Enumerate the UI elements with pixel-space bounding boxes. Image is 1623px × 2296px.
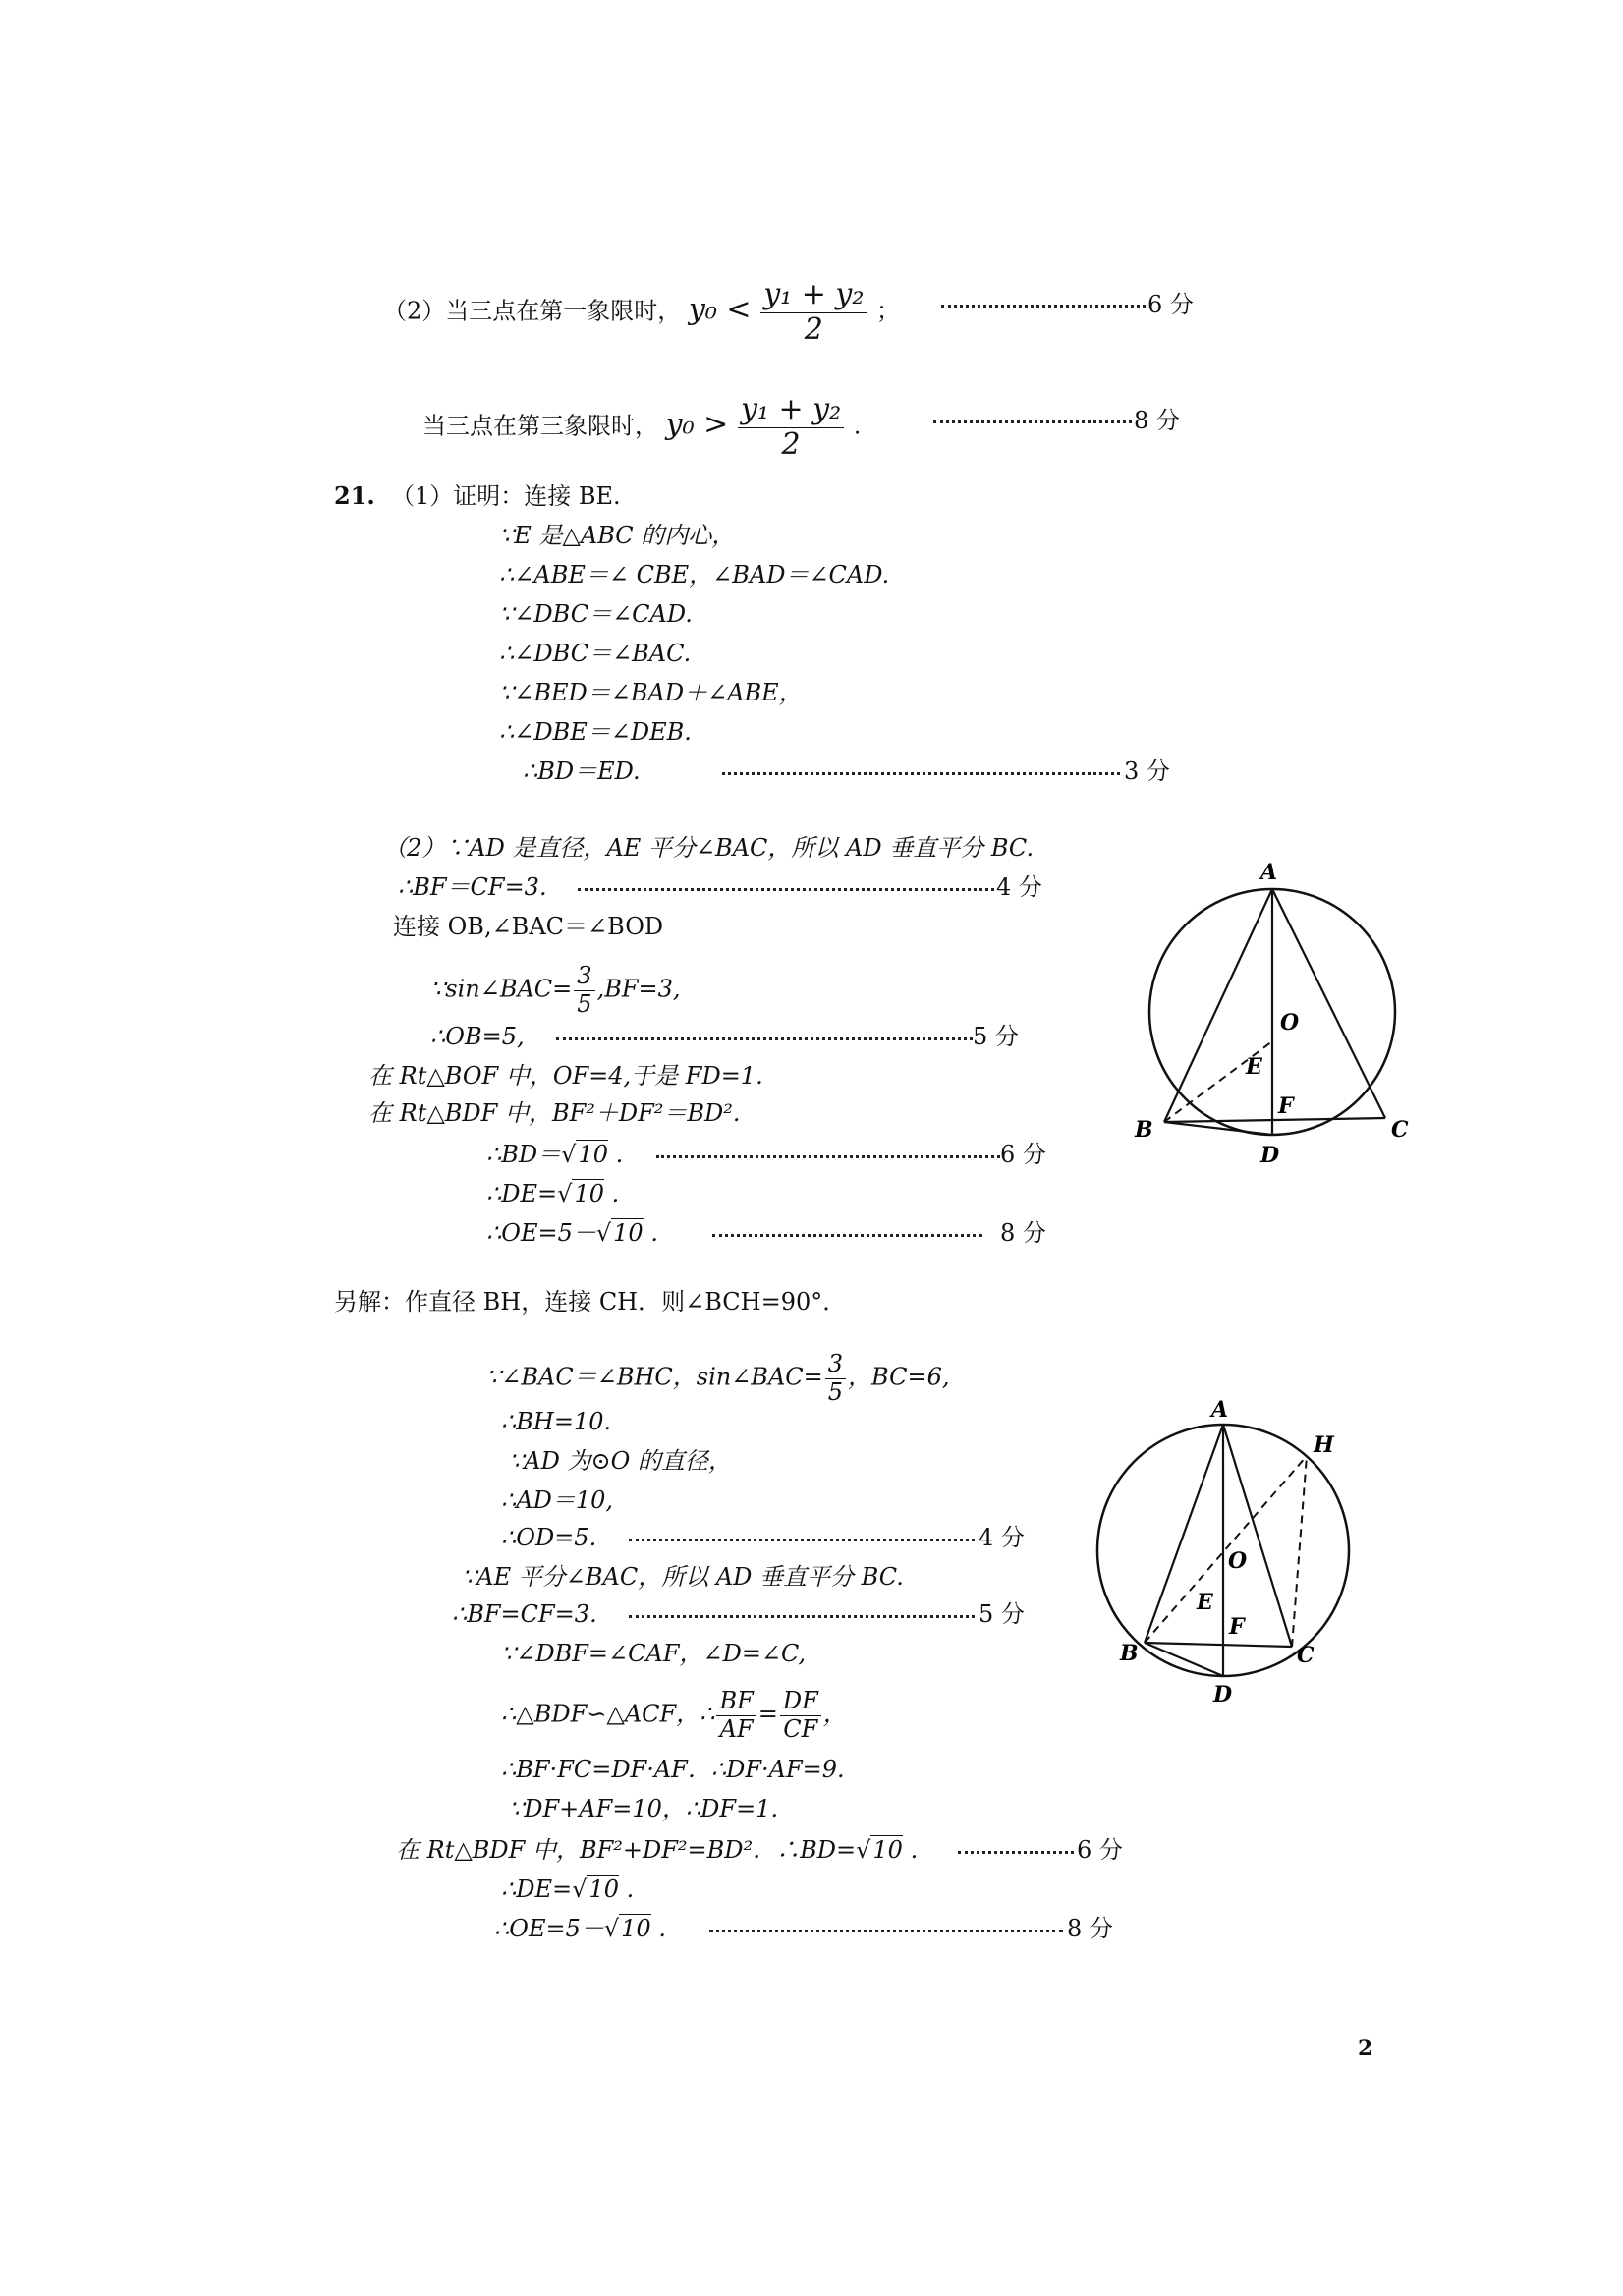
q21-p2-i-pre: ∴DE= — [486, 1180, 558, 1207]
label-e: E — [1246, 1054, 1262, 1080]
alt-line-d: ∵AD 为⊙O 的直径， — [509, 1447, 732, 1475]
dotted-leader — [656, 1155, 1000, 1158]
alt-j-pre: ∴△BDF∽△ACF，∴ — [501, 1700, 715, 1728]
q20-first-quadrant-line — [383, 278, 900, 347]
alt-j-equals: = — [757, 1700, 778, 1728]
alt-j-fraction-2 — [780, 1688, 821, 1743]
label-b: B — [1120, 1641, 1139, 1666]
alt-line-k: ∴BF·FC=DF·AF．∴DF·AF=9. — [501, 1756, 845, 1783]
segment-bd — [1164, 1122, 1272, 1135]
q21-p1-line: ∵∠DBC＝∠CAD. — [499, 600, 693, 628]
alt-j-post: ， — [822, 1700, 847, 1728]
segment-bc — [1164, 1118, 1385, 1122]
dotted-leader — [709, 1930, 1063, 1932]
q21-number: 21. — [334, 481, 375, 510]
alt-line-m: 在 Rt△BDF 中，BF²+DF²=BD²．∴BD=√10 . — [396, 1836, 919, 1864]
q21-p2-d-post: ,BF=3, — [596, 975, 681, 1003]
alt-m-post: . — [910, 1836, 919, 1864]
circle-diagram-1 — [1130, 850, 1415, 1174]
score-8: 8 分 — [1134, 407, 1180, 434]
score-6: 6 分 — [1077, 1836, 1123, 1864]
label-o: O — [1280, 1010, 1300, 1036]
alt-j-denominator-1: AF — [719, 1714, 754, 1743]
q21-p2-j-post: . — [650, 1219, 658, 1247]
q21-p2-line-a: （2）∵AD 是直径，AE 平分∠BAC，所以 AD 垂直平分 BC. — [383, 834, 1035, 862]
label-d: D — [1260, 1143, 1280, 1168]
alt-line-f: ∴OD=5. — [501, 1524, 597, 1551]
q21-p2-d-fraction — [574, 963, 594, 1018]
q21-p1-line: ∴∠ABE＝∠ CBE，∠BAD＝∠CAD. — [499, 561, 890, 588]
label-c: C — [1391, 1117, 1409, 1143]
q21-p2-line-c: 连接 OB,∠BAC＝∠BOD — [393, 913, 664, 940]
alt-m-pre: 在 Rt△BDF 中，BF²+DF²=BD²．∴BD= — [396, 1836, 857, 1864]
q21-p1-line: ∵E 是△ABC 的内心， — [499, 522, 736, 549]
label-a: A — [1211, 1397, 1229, 1423]
alt-j-fraction-1 — [716, 1688, 756, 1743]
score-6: 6 分 — [1000, 1141, 1046, 1168]
q21-p2-line-h: ∴BD＝√10 . — [486, 1141, 624, 1168]
alt-line-g: ∵AE 平分∠BAC，所以 AD 垂直平分 BC. — [462, 1563, 904, 1591]
q21-p2-d-denominator: 5 — [577, 989, 592, 1018]
q21-p1-line: ∵∠BED＝∠BAD＋∠ABE， — [499, 679, 803, 706]
label-b: B — [1135, 1117, 1153, 1143]
score-8: 8 分 — [1000, 1219, 1046, 1247]
alt-line-i: ∵∠DBF=∠CAF，∠D=∠C, — [501, 1640, 807, 1667]
alt-line-h: ∴BF=CF=3. — [452, 1600, 597, 1628]
q21-part1-intro: （1）证明：连接 BE. — [391, 482, 621, 510]
q21-p1-line: ∴BD＝ED. — [523, 757, 641, 785]
q21-p2-line-e: ∴OB=5, — [430, 1023, 525, 1050]
dotted-leader — [578, 888, 994, 891]
q21-p2-i-radicand: 10 — [574, 1180, 604, 1207]
label-f: F — [1278, 1093, 1294, 1119]
alt-b-pre: ∵∠BAC＝∠BHC，sin∠BAC= — [486, 1363, 823, 1391]
segment-ab — [1164, 889, 1272, 1122]
dotted-leader — [933, 420, 1132, 423]
q21-p2-line-j: ∴OE=5－√10 . — [486, 1219, 658, 1247]
alt-o-radicand: 10 — [621, 1915, 651, 1942]
label-a: A — [1260, 860, 1278, 885]
label-o: O — [1228, 1548, 1248, 1574]
q21-p2-h-post: . — [615, 1141, 624, 1168]
label-d: D — [1213, 1682, 1233, 1708]
q21-p2-j-radicand: 10 — [613, 1219, 644, 1247]
alt-line-a: 另解：作直径 BH，连接 CH．则∠BCH=90°． — [334, 1288, 847, 1316]
label-h: H — [1314, 1432, 1334, 1458]
q21-p2-line-i: ∴DE=√10 . — [486, 1180, 620, 1207]
alt-line-o: ∴OE=5－√10 . — [494, 1915, 666, 1942]
dotted-leader — [629, 1539, 975, 1541]
score-8: 8 分 — [1067, 1915, 1113, 1942]
alt-line-n: ∴DE=√10 . — [501, 1876, 635, 1903]
score-6: 6 分 — [1147, 291, 1194, 318]
q21-p2-line-g: 在 Rt△BDF 中，BF²＋DF²＝BD². — [368, 1099, 741, 1127]
score-3: 3 分 — [1124, 757, 1170, 785]
segment-ch-dashed — [1292, 1456, 1307, 1647]
alt-b-denominator: 5 — [827, 1377, 844, 1406]
dotted-leader — [941, 305, 1146, 308]
dotted-leader — [958, 1851, 1074, 1854]
page-number: 2 — [1358, 2036, 1373, 2061]
alt-n-radicand: 10 — [588, 1876, 619, 1903]
dotted-leader — [722, 772, 1120, 775]
alt-b-fraction — [825, 1351, 846, 1406]
q21-p2-line-d — [430, 963, 681, 1018]
q21-p2-line-b: ∴BF＝CF=3. — [398, 873, 547, 901]
q20-third-quadrant-line — [422, 393, 861, 462]
q21-p2-d-pre: ∵sin∠BAC= — [430, 975, 573, 1003]
q20-line1-label: （2）当三点在第一象限时， — [383, 297, 682, 325]
q21-p1-line: ∴∠DBC＝∠BAC. — [499, 640, 692, 667]
q21-p1-line: ∴∠DBE＝∠DEB. — [499, 718, 692, 746]
q20-line2-numerator: y₁ + y₂ — [738, 393, 844, 428]
q21-p2-h-pre: ∴BD＝ — [486, 1141, 562, 1168]
alt-line-l: ∵DF+AF=10，∴DF=1. — [509, 1795, 779, 1822]
alt-o-pre: ∴OE=5－ — [494, 1915, 604, 1942]
q20-line2-label: 当三点在第三象限时， — [422, 412, 658, 440]
alt-n-post: . — [626, 1876, 635, 1903]
q20-line1-tail: ； — [876, 297, 901, 325]
alt-line-e: ∴AD＝10, — [501, 1486, 614, 1514]
q20-line1-fraction — [760, 278, 867, 347]
score-5: 5 分 — [973, 1023, 1019, 1050]
q20-line1-numerator: y₁ + y₂ — [760, 278, 867, 313]
alt-m-radicand: 10 — [872, 1836, 903, 1864]
q21-p2-j-pre: ∴OE=5－ — [486, 1219, 596, 1247]
alt-line-c: ∴BH=10. — [501, 1408, 612, 1435]
score-4: 4 分 — [979, 1524, 1025, 1551]
alt-j-numerator-2: DF — [780, 1688, 821, 1716]
segment-ac — [1272, 889, 1385, 1118]
alt-line-j — [501, 1688, 847, 1743]
score-5: 5 分 — [979, 1600, 1025, 1628]
segment-bc — [1145, 1643, 1292, 1647]
alt-o-post: . — [658, 1915, 666, 1942]
q20-line1-lhs: y₀ < — [688, 292, 752, 327]
alt-n-pre: ∴DE= — [501, 1876, 573, 1903]
alt-j-denominator-2: CF — [783, 1714, 818, 1743]
label-f: F — [1229, 1614, 1245, 1640]
q21-p2-h-radicand: 10 — [578, 1141, 608, 1168]
score-4: 4 分 — [996, 873, 1042, 901]
alt-b-numerator: 3 — [825, 1351, 846, 1379]
q21-p2-line-f: 在 Rt△BOF 中，OF=4,于是 FD=1. — [368, 1062, 763, 1090]
dotted-leader — [556, 1037, 973, 1040]
circle-diagram-2 — [1086, 1395, 1380, 1709]
dotted-leader — [712, 1234, 982, 1237]
label-c: C — [1297, 1643, 1315, 1668]
q20-line2-lhs: y₀ > — [665, 407, 729, 442]
q21-p2-d-numerator: 3 — [574, 963, 594, 991]
alt-j-numerator-1: BF — [716, 1688, 756, 1716]
label-e: E — [1197, 1590, 1213, 1615]
q20-line2-denominator: 2 — [781, 426, 801, 462]
q20-line2-tail: . — [853, 412, 862, 440]
q20-line2-fraction — [738, 393, 844, 462]
dotted-leader — [629, 1615, 975, 1618]
q21-p2-i-post: . — [611, 1180, 620, 1207]
alt-line-b — [486, 1351, 949, 1406]
alt-b-post: ，BC=6, — [848, 1363, 950, 1391]
q20-line1-denominator: 2 — [804, 311, 823, 347]
